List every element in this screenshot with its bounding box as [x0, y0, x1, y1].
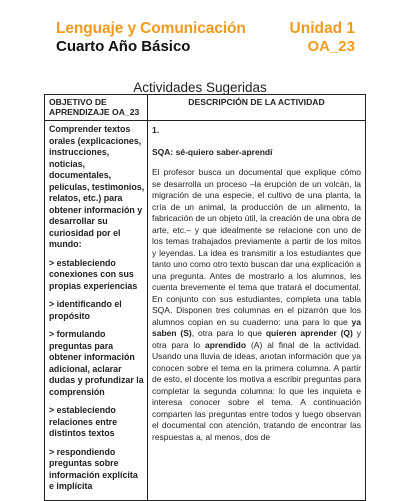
objective-item: > identificando el propósito [49, 299, 122, 321]
objective-column-header: OBJETIVO DE APRENDIZAJE OA_23 [45, 95, 148, 121]
activities-table [44, 94, 366, 501]
activity-text: (A) al final de la actividad. Usando una lluvia de ideas, anotan información que ya conocen sobre el tema en la primera columna. A partir de esto, el docente los motiva a escribir preguntas para completar la segunda columna: lo que les inquieta e interesa conocer sobre el tema. A continuación comparten las preguntas entre todos y luego observan el documental con atención, tratando de encontrar las respuestas a, al menos, dos de [152, 339, 361, 442]
objective-item: > estableciendo conexiones con sus propias experiencias [49, 257, 138, 291]
objective-main: Comprender textos orales (explicaciones, instrucciones, noticias, documentales, películas, testimonios, relatos, etc.) para obtener información y desarrollar su curiosidad por el mundo: [49, 124, 145, 249]
activity-text-bold: quieren aprender (Q) [265, 328, 353, 338]
activity-text: El profesor busca un documental que explique cómo se desarrolla un proceso –la erupción de un volcán, la migración de una especie, el cultivo de una planta, la cría de un animal, la producción de un alimento, la fabricación de un objeto útil, la creación de una obra de arte, etc.– y que idealmente se relacione con uno de los temas trabajados previamente a partir de los mitos y leyendas. La idea es transmitir a los estudiantes que tanto uno como otro texto buscan dar una explicación a una pregunta. Antes de mostrarlo a los alumnos, les cuenta brevemente el tema que tratará el documental. En conjunto con sus estudiantes, completa una tabla SQA. Disponen tres columnas en el pizarrón que los alumnos copian en su cuaderno: una para lo que [152, 167, 361, 327]
table-row [45, 121, 366, 501]
table-header-row [45, 95, 366, 121]
objective-item: > respondiendo preguntas sobre información explícita e implícita [49, 446, 138, 491]
activity-text: y otra para lo [152, 328, 361, 350]
activity-cell [148, 121, 366, 501]
section-title: Actividades Sugeridas [133, 80, 267, 95]
objective-item: > estableciendo relaciones entre distintos textos [49, 405, 118, 438]
grade-title: Cuarto Año Básico [56, 38, 191, 55]
subject-title: Lenguaje y Comunicación [56, 20, 246, 37]
activity-description [152, 167, 361, 443]
objective-item: > formulando preguntas para obtener información adicional, aclarar dudas y profundizar la comprensión [49, 329, 144, 397]
activity-column-header: DESCRIPCIÓN DE LA ACTIVIDAD [148, 95, 366, 121]
unit-label: Unidad 1 [289, 20, 355, 37]
activity-title: SQA: sé-quiero saber-aprendí [152, 146, 273, 157]
oa-code: OA_23 [307, 38, 355, 55]
activity-text-bold: aprendido [204, 339, 247, 350]
activity-number: 1. [152, 125, 160, 135]
objective-cell [45, 121, 148, 501]
activity-text-bold: ya saben (S) [152, 316, 361, 338]
activity-text: , otra para lo que [191, 328, 266, 338]
